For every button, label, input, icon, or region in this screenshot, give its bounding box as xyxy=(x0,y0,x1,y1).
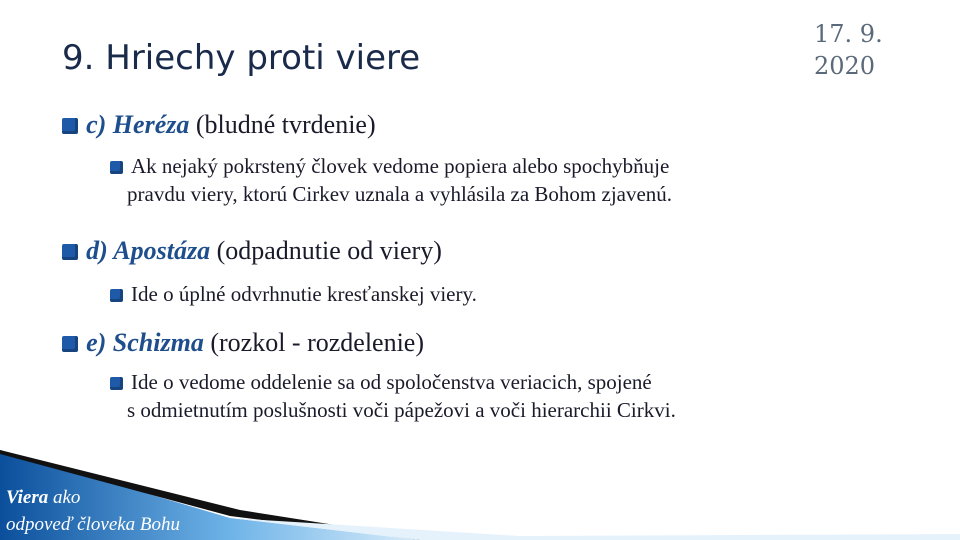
checkbox-bullet-icon xyxy=(62,336,78,352)
section-heresy xyxy=(62,110,376,140)
footer-strong: Viera xyxy=(6,487,49,508)
footer-rest: ako xyxy=(52,487,81,508)
checkbox-bullet-icon xyxy=(110,161,123,174)
detail-line: pravdu viery, ktorú Cirkev uznala a vyhlásila za Bohom zjavenú. xyxy=(127,182,673,206)
checkbox-bullet-icon xyxy=(62,118,78,134)
checkbox-bullet-icon xyxy=(62,244,78,260)
checkbox-bullet-icon xyxy=(110,289,123,302)
section-term: d) Apostáza xyxy=(86,236,211,265)
detail-line: Ak nejaký pokrstený človek vedome popiera alebo spochybňuje xyxy=(131,154,670,178)
section-note: (bludné tvrdenie) xyxy=(195,110,376,139)
section-apostasy-detail xyxy=(110,280,477,308)
section-schism xyxy=(62,328,424,358)
checkbox-bullet-icon xyxy=(110,377,123,390)
date-line-2: 2020 xyxy=(814,52,876,80)
slide-date xyxy=(814,18,883,82)
detail-line: s odmietnutím poslušnosti voči pápežovi a voči hierarchii Cirkvi. xyxy=(127,398,676,422)
section-heresy-detail xyxy=(110,152,672,208)
section-note: (odpadnutie od viery) xyxy=(216,236,442,265)
section-term: e) Schizma xyxy=(86,328,204,357)
footer-caption xyxy=(6,484,180,538)
section-note: (rozkol - rozdelenie) xyxy=(210,328,425,357)
slide-title: 9. Hriechy proti viere xyxy=(62,38,421,78)
detail-line: Ide o vedome oddelenie sa od spoločenstva veriacich, spojené xyxy=(131,370,652,394)
section-term: c) Heréza xyxy=(86,110,190,139)
detail-line: Ide o úplné odvrhnutie kresťanskej viery. xyxy=(131,282,477,306)
footer-line-2: odpoveď človeka Bohu xyxy=(6,514,181,535)
section-schism-detail xyxy=(110,368,676,424)
date-line-1: 17. 9. xyxy=(814,20,883,48)
section-apostasy xyxy=(62,236,442,266)
